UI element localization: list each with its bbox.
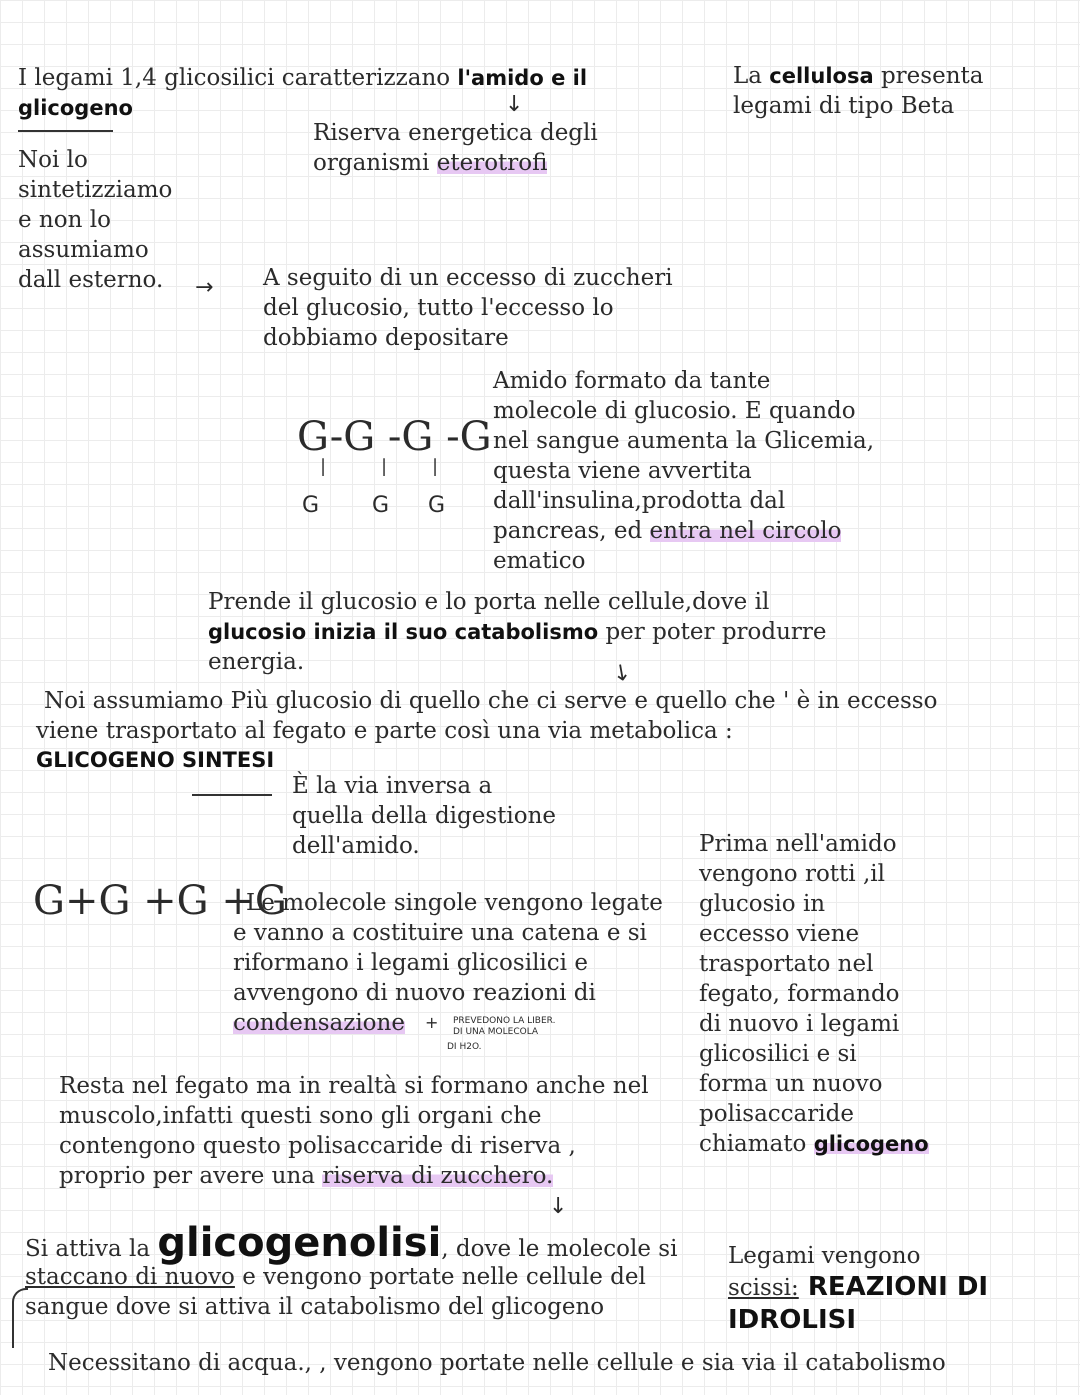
branch-glucose: G <box>428 493 446 518</box>
connector-line <box>192 794 272 796</box>
prima-line: glicosilici e si <box>699 1041 857 1067</box>
prima-line: chiamato glicogeno <box>699 1131 929 1157</box>
prima-line: di nuovo i legami <box>699 1011 900 1037</box>
left-col-line: Noi lo <box>18 147 88 173</box>
amido-line: molecole di glucosio. E quando <box>493 398 856 424</box>
legami-line-2: scissi: REAZIONI DI <box>728 1272 989 1302</box>
inversa-line: È la via inversa a <box>292 773 493 799</box>
assumiamo-line: Noi assumiamo Più glucosio di quello che ci serve e quello che ' è in eccesso <box>44 688 938 714</box>
prima-line: forma un nuovo <box>699 1071 883 1097</box>
eccesso-line: del glucosio, tutto l'eccesso lo <box>263 295 614 321</box>
molecole-line: avvengono di nuovo reazioni di <box>233 980 596 1006</box>
bottom-line: Necessitano di acqua., , vengono portate nelle cellule e sia via il catabolismo <box>48 1350 946 1376</box>
cellulosa-line-2: legami di tipo Beta <box>733 93 955 119</box>
glicogenolisi-line-3: sangue dove si attiva il catabolismo del glicogeno <box>25 1294 605 1320</box>
amido-line: questa viene avvertita <box>493 458 752 484</box>
branch-bond-icon: | <box>381 456 388 477</box>
prende-line: glucosio inizia il suo catabolismo per poter produrre <box>208 619 827 645</box>
bracket-mark <box>12 1288 28 1348</box>
resta-line: Resta nel fegato ma in realtà si formano anche nel <box>59 1073 649 1099</box>
intro-line-2: glicogeno <box>18 96 133 120</box>
amido-line: ematico <box>493 548 586 574</box>
inversa-line: quella della digestione <box>292 803 557 829</box>
condensazione-term: condensazione <box>233 1010 405 1036</box>
left-col-line: assumiamo <box>18 237 149 263</box>
resta-line: contengono questo polisaccaride di riserva , <box>59 1133 576 1159</box>
resta-line: muscolo,infatti questi sono gli organi che <box>59 1103 542 1129</box>
inversa-line: dell'amido. <box>292 833 420 859</box>
branch-bond-icon: | <box>320 456 327 477</box>
glicogenolisi-line-1: Si attiva la glicogenolisi, dove le molecole si <box>25 1220 678 1266</box>
glucose-chain-formula: G-G -G -G <box>297 414 492 460</box>
eccesso-line: A seguito di un eccesso di zuccheri <box>263 265 673 291</box>
down-arrow-icon: ↓ <box>505 92 524 117</box>
legami-line-3: IDROLISI <box>728 1305 857 1335</box>
prima-line: eccesso viene <box>699 921 860 947</box>
assumiamo-line: viene trasportato al fegato e parte così una via metabolica : <box>36 718 733 744</box>
water-note: DI H2O. <box>447 1042 482 1052</box>
intro-line-1: I legami 1,4 glicosilici caratterizzano l'amido e il <box>18 65 588 91</box>
riserva-line-1: Riserva energetica degli <box>313 120 598 146</box>
water-note: PREVEDONO LA LIBER. <box>453 1016 556 1026</box>
amido-line: pancreas, ed entra nel circolo <box>493 518 842 544</box>
riserva-line-2: organismi eterotrofi <box>313 150 548 176</box>
prende-line: Prende il glucosio e lo porta nelle cellule,dove il <box>208 589 770 615</box>
legami-line-1: Legami vengono <box>728 1243 921 1269</box>
right-arrow-icon: → <box>195 275 214 300</box>
resta-line: proprio per avere una riserva di zucchero. <box>59 1163 554 1189</box>
glucose-condensation-formula: G+G +G +G <box>33 878 287 924</box>
branch-bond-icon: | <box>432 456 439 477</box>
arrow-icon: ↘ <box>606 656 636 689</box>
branch-glucose: G <box>372 493 390 518</box>
eccesso-line: dobbiamo depositare <box>263 325 509 351</box>
molecole-line: riformano i legami glicosilici e <box>233 950 588 976</box>
prima-line: polisaccaride <box>699 1101 854 1127</box>
left-col-line: sintetizziamo <box>18 177 173 203</box>
molecole-line: e vanno a costituire una catena e si <box>233 920 647 946</box>
plus-arrow-icon: + <box>425 1013 439 1032</box>
prima-line: fegato, formando <box>699 981 900 1007</box>
prende-line: energia. <box>208 649 305 675</box>
prima-line: Prima nell'amido <box>699 831 897 857</box>
prima-line: vengono rotti ,il <box>699 861 885 887</box>
amido-line: Amido formato da tante <box>493 368 771 394</box>
underline-divider <box>18 130 113 132</box>
prima-line: trasportato nel <box>699 951 874 977</box>
water-note: DI UNA MOLECOLA <box>453 1027 539 1037</box>
glicogenolisi-line-2: staccano di nuovo e vengono portate nelle cellule del <box>25 1264 646 1290</box>
prima-line: glucosio in <box>699 891 826 917</box>
amido-line: dall'insulina,prodotta dal <box>493 488 786 514</box>
amido-line: nel sangue aumenta la Glicemia, <box>493 428 875 454</box>
down-arrow-icon: ↓ <box>549 1194 568 1219</box>
molecole-line: Le molecole singole vengono legate <box>246 890 663 916</box>
cellulosa-line-1: La cellulosa presenta <box>733 63 984 89</box>
branch-glucose: G <box>302 493 320 518</box>
left-col-line: dall esterno. <box>18 267 164 293</box>
left-col-line: e non lo <box>18 207 111 233</box>
glicogeno-sintesi-heading: GLICOGENO SINTESI <box>36 748 275 772</box>
